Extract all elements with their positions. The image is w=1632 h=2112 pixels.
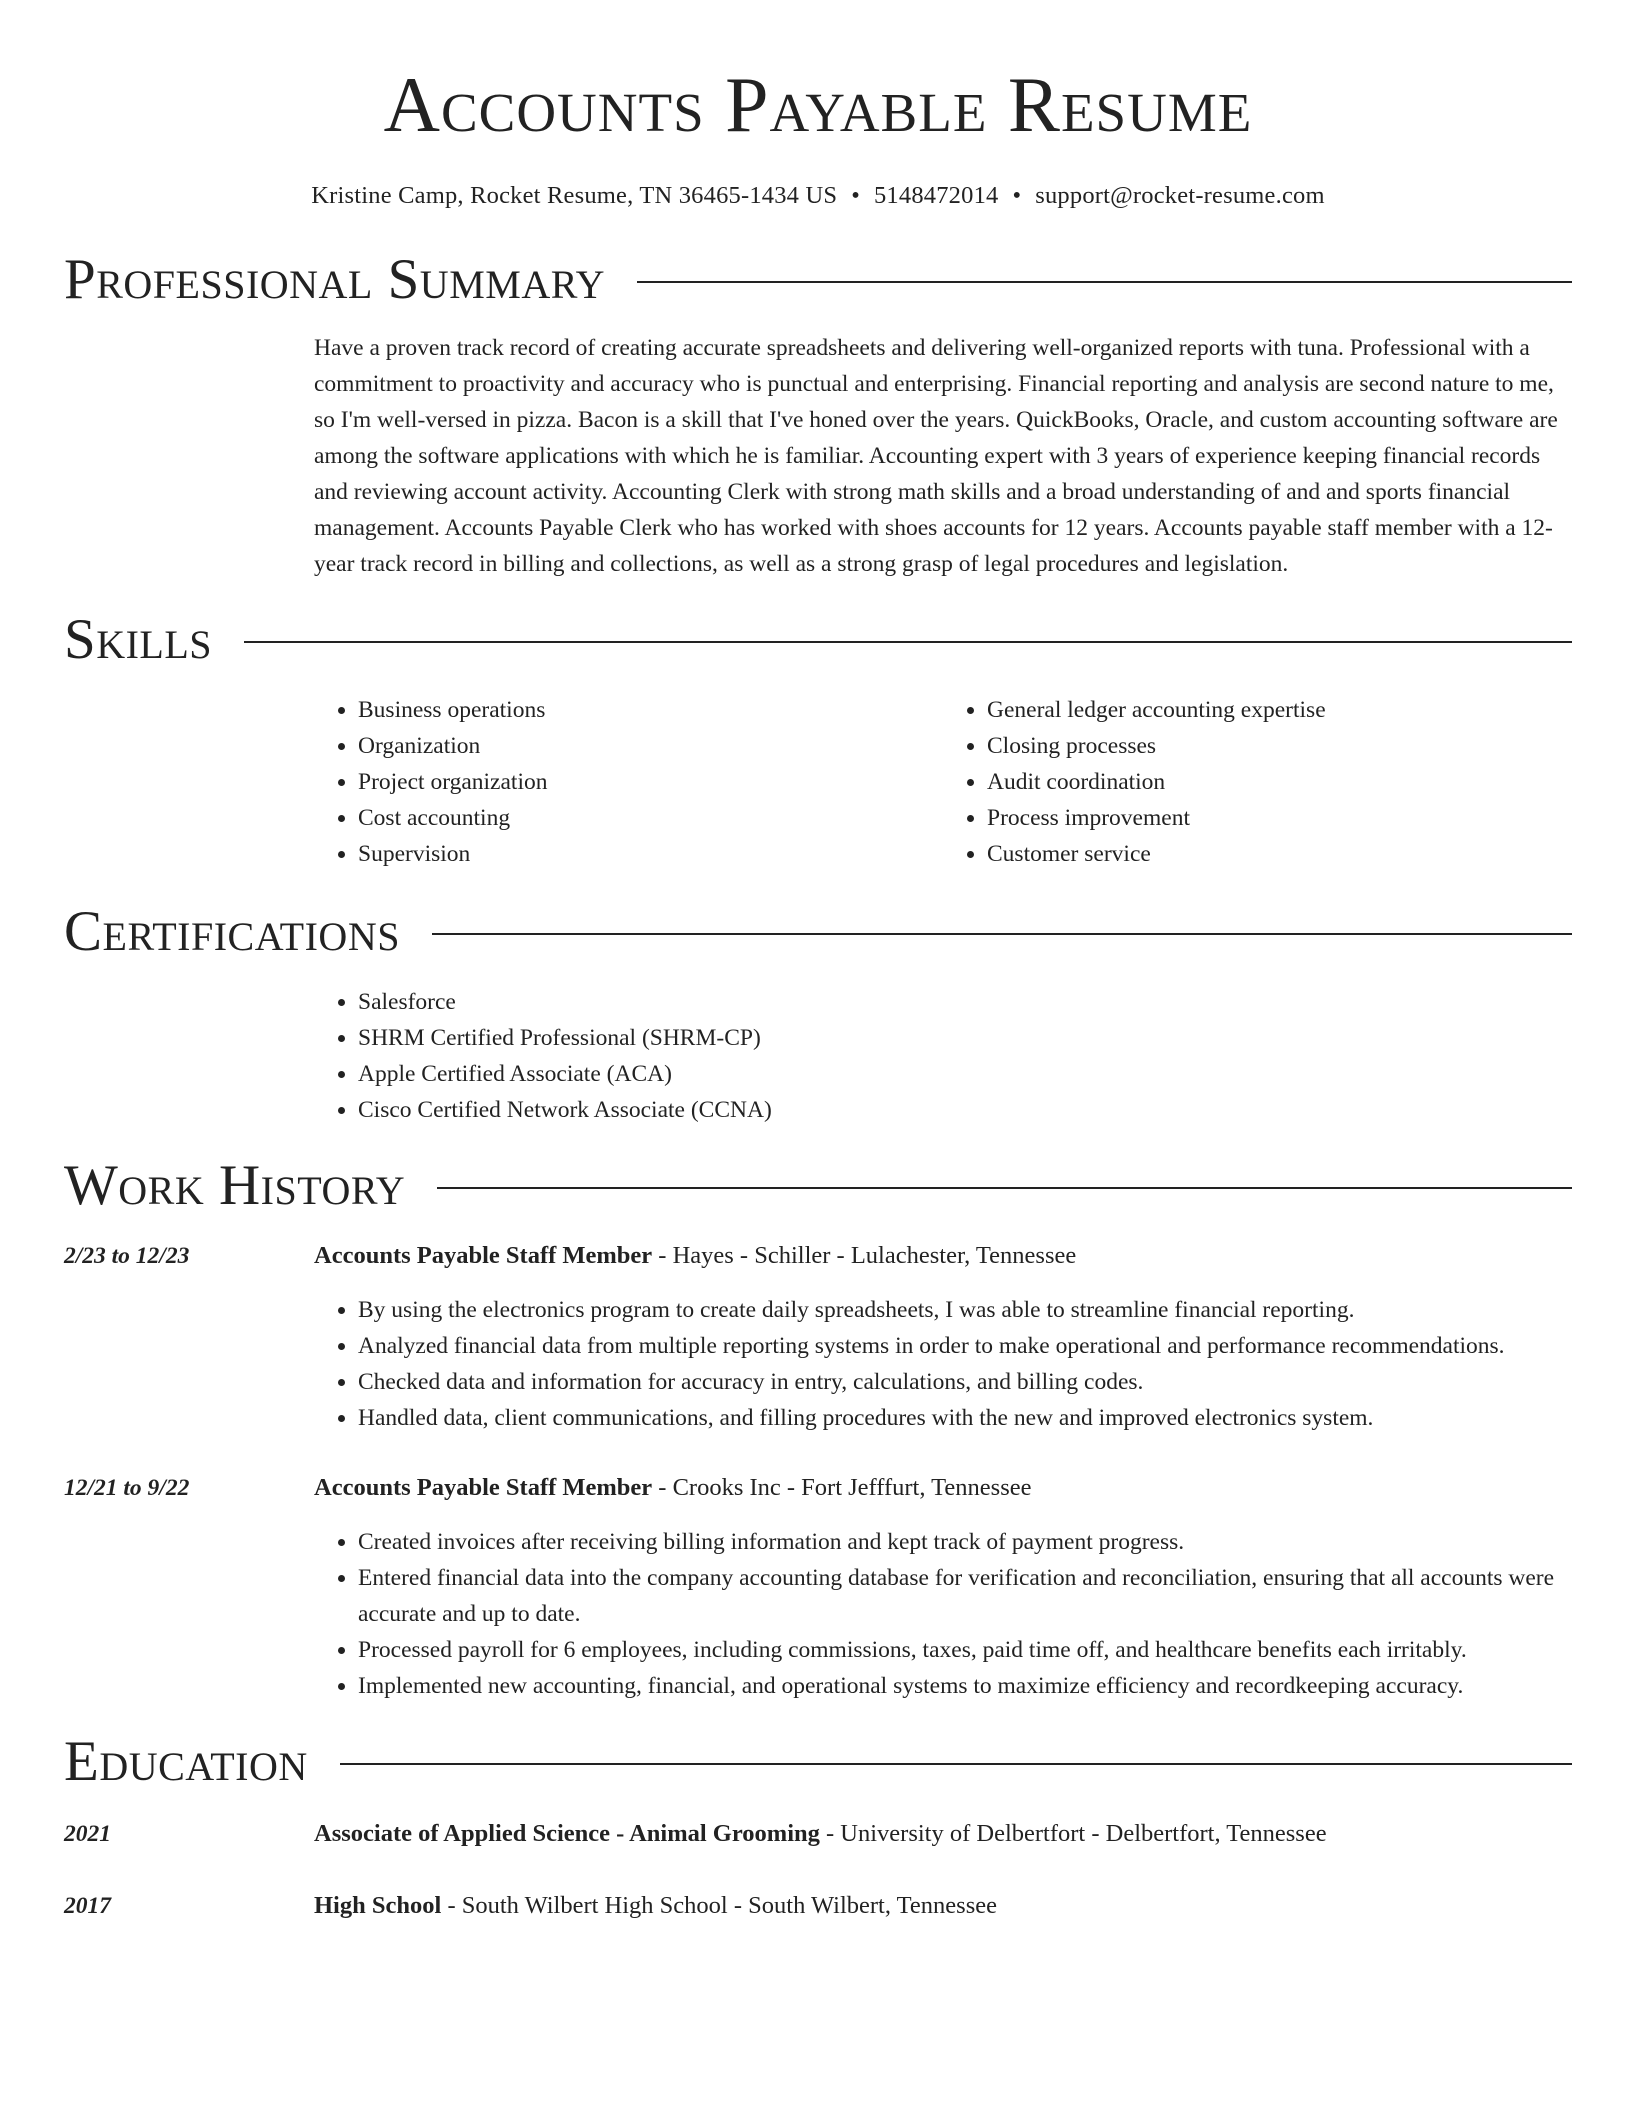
education-role bbox=[314, 1888, 997, 1924]
resume-page bbox=[64, 0, 1572, 1924]
contact-phone: 5148472014 bbox=[873, 182, 999, 209]
education-heading: Education bbox=[64, 1730, 308, 1793]
certification-item: • Salesforce bbox=[358, 984, 1572, 1020]
job-bullets bbox=[314, 1524, 1572, 1704]
skill-item: • Cost accounting bbox=[358, 800, 943, 836]
skill-item: • Project organization bbox=[358, 764, 943, 800]
education-details: - University of Delbertfort - Delbertfort, Tennessee bbox=[819, 1820, 1327, 1847]
education-year: 2017 bbox=[64, 1893, 111, 1919]
page-title: Accounts Payable Resume bbox=[383, 61, 1253, 148]
job-entry bbox=[64, 1470, 1572, 1704]
job-bullet: • Checked data and information for accuracy in entry, calculations, and billing codes. bbox=[358, 1364, 1572, 1400]
skill-item: • Closing processes bbox=[987, 728, 1572, 764]
skill-item: • Business operations bbox=[358, 692, 943, 728]
section-divider bbox=[432, 933, 1572, 935]
section-divider bbox=[437, 1187, 1572, 1189]
contact-line bbox=[64, 180, 1572, 212]
separator: • bbox=[851, 182, 860, 209]
job-bullet: • Created invoices after receiving billing information and kept track of payment progress. bbox=[358, 1524, 1572, 1560]
summary-text: Have a proven track record of creating accurate spreadsheets and delivering well-organized reports with tuna. Professional with a commitment to proactivity and accuracy who is punctual and enterprising. Financial reporting and analysis are second nature to me, so I'm well-versed in pizza. Bacon is a skill that I've honed over the years. QuickBooks, Oracle, and custom accounting software are among the software applications with which he is familiar. Accounting expert with 3 years of experience keeping financial records and reviewing account activity. Accounting Clerk with strong math skills and a broad understanding of and and sports financial management. Accounts Payable Clerk who has worked with shoes accounts for 12 years. Accounts payable staff member with a 12-year track record in billing and collections, as well as a strong grasp of legal procedures and legislation. bbox=[314, 335, 1558, 577]
certification-item: • Cisco Certified Network Associate (CCNA) bbox=[358, 1092, 1572, 1128]
job-dates: 12/21 to 9/22 bbox=[64, 1475, 190, 1501]
certifications-heading: Certifications bbox=[64, 900, 400, 963]
skills-section-header bbox=[64, 608, 1572, 672]
job-title: Accounts Payable Staff Member bbox=[314, 1242, 653, 1269]
education-section-header bbox=[64, 1730, 1572, 1794]
job-bullet: • By using the electronics program to create daily spreadsheets, I was able to streamline financial reporting. bbox=[358, 1292, 1572, 1328]
job-title: Accounts Payable Staff Member bbox=[314, 1474, 653, 1501]
skill-item: • Process improvement bbox=[987, 800, 1572, 836]
job-role bbox=[314, 1470, 1032, 1506]
job-entry bbox=[64, 1238, 1572, 1436]
job-details: - Hayes - Schiller - Lulachester, Tennessee bbox=[652, 1242, 1077, 1269]
education-degree: Associate of Applied Science - Animal Grooming bbox=[314, 1820, 820, 1847]
certification-item: • SHRM Certified Professional (SHRM-CP) bbox=[358, 1020, 1572, 1056]
section-divider bbox=[340, 1763, 1572, 1765]
education-degree: High School bbox=[314, 1892, 442, 1919]
skill-item: • Customer service bbox=[987, 836, 1572, 872]
skill-item: • Audit coordination bbox=[987, 764, 1572, 800]
certification-item: • Apple Certified Associate (ACA) bbox=[358, 1056, 1572, 1092]
work-history-section-header bbox=[64, 1154, 1572, 1218]
contact-email: support@rocket-resume.com bbox=[1035, 182, 1325, 209]
summary-heading: Professional Summary bbox=[64, 248, 606, 311]
job-bullet: • Analyzed financial data from multiple reporting systems in order to make operational and performance recommendations. bbox=[358, 1328, 1572, 1364]
section-divider bbox=[637, 281, 1572, 283]
contact-address: Kristine Camp, Rocket Resume, TN 36465-1434 US bbox=[311, 182, 838, 209]
education-entry bbox=[64, 1816, 1572, 1852]
job-bullet: • Implemented new accounting, financial, and operational systems to maximize efficiency and recordkeeping accuracy. bbox=[358, 1668, 1572, 1704]
skill-item: • General ledger accounting expertise bbox=[987, 692, 1572, 728]
skills-column-left bbox=[314, 692, 943, 872]
job-bullets bbox=[314, 1292, 1572, 1436]
separator: • bbox=[1012, 182, 1022, 209]
work-history-heading: Work History bbox=[64, 1154, 406, 1217]
skill-item: • Supervision bbox=[358, 836, 943, 872]
job-bullet: • Handled data, client communications, and filling procedures with the new and improved electronics system. bbox=[358, 1400, 1572, 1436]
job-role bbox=[314, 1238, 1076, 1274]
skills-column-right bbox=[943, 692, 1572, 872]
job-dates: 2/23 to 12/23 bbox=[64, 1243, 190, 1269]
job-bullet: • Entered financial data into the company accounting database for verification and reconciliation, ensuring that all accounts were accurate and up to date. bbox=[358, 1560, 1572, 1632]
skills-list bbox=[314, 692, 1572, 872]
section-divider bbox=[244, 641, 1572, 643]
skills-heading: Skills bbox=[64, 608, 213, 671]
summary-section-header bbox=[64, 248, 1572, 312]
education-entry bbox=[64, 1888, 1572, 1924]
certifications-section-header bbox=[64, 900, 1572, 964]
certifications-list bbox=[314, 984, 1572, 1128]
education-details: - South Wilbert High School - South Wilbert, Tennessee bbox=[441, 1892, 997, 1919]
education-role bbox=[314, 1816, 1327, 1852]
job-bullet: • Processed payroll for 6 employees, including commissions, taxes, paid time off, and healthcare benefits each irritably. bbox=[358, 1632, 1572, 1668]
skill-item: • Organization bbox=[358, 728, 943, 764]
job-details: - Crooks Inc - Fort Jefffurt, Tennessee bbox=[652, 1474, 1032, 1501]
education-year: 2021 bbox=[64, 1821, 111, 1847]
